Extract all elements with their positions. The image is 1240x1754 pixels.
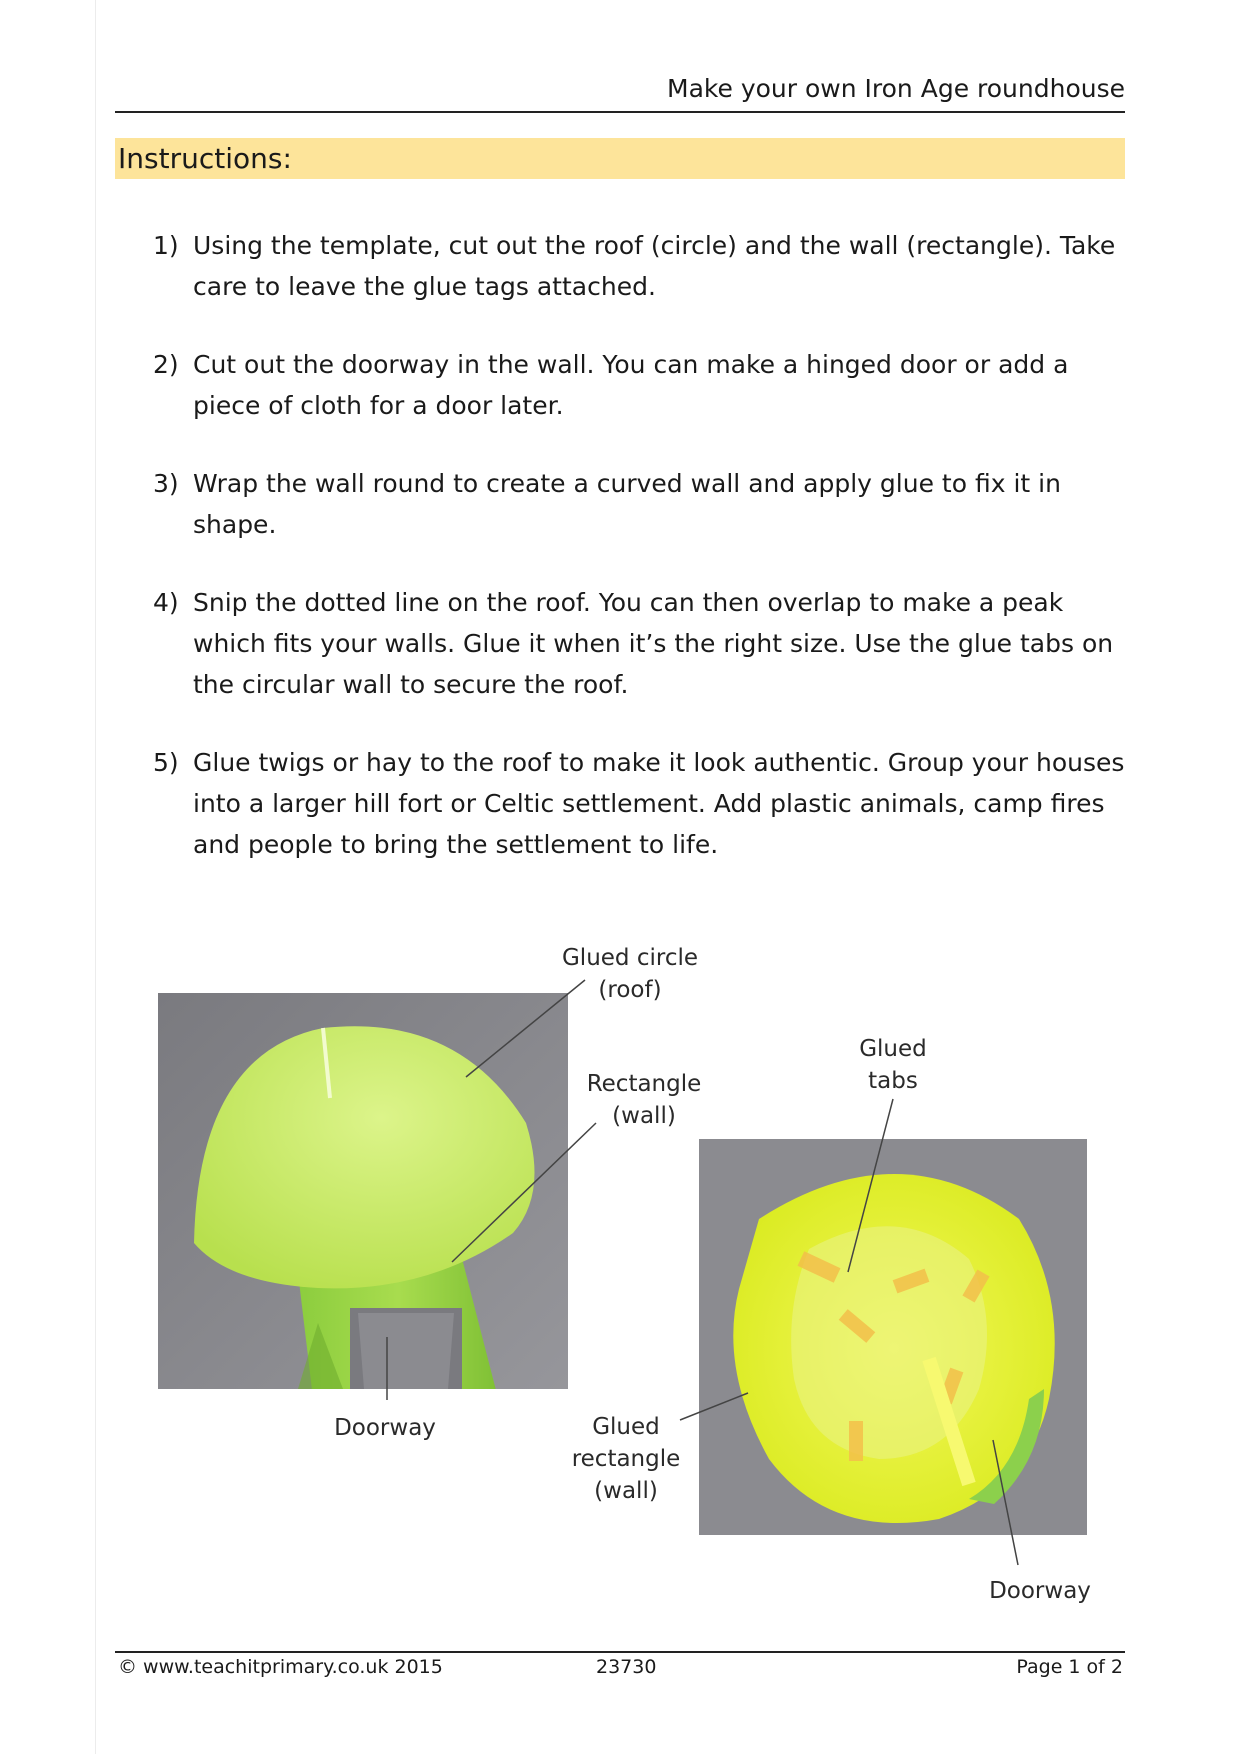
- label-glued-rectangle: Glued rectangle (wall): [571, 1414, 681, 1504]
- instruction-step-2: [153, 344, 1133, 426]
- step-number: 1): [153, 231, 179, 260]
- step-number: 5): [153, 748, 179, 777]
- footer-code: 23730: [596, 1656, 657, 1678]
- roundhouse-side-photo: [158, 993, 568, 1389]
- instruction-step-5: [153, 742, 1133, 865]
- label-doorway-right: Doorway: [989, 1578, 1091, 1604]
- step-text: Snip the dotted line on the roof. You can then overlap to make a peak which fits your walls. Glue it when it’s the right size. Use the glue tabs on the circular wall to secure the roof.: [193, 588, 1114, 699]
- footer-page-number: Page 1 of 2: [1016, 1656, 1123, 1678]
- instruction-step-1: [153, 225, 1133, 307]
- label-doorway-left: Doorway: [334, 1415, 436, 1441]
- step-number: 3): [153, 469, 179, 498]
- label-glued-circle: Glued circle (roof): [561, 945, 699, 1003]
- label-glued-tabs: Glued tabs: [859, 1036, 927, 1094]
- instruction-step-4: [153, 582, 1133, 705]
- step-number: 4): [153, 588, 179, 617]
- roundhouse-top-photo: [699, 1139, 1087, 1535]
- document-title: Make your own Iron Age roundhouse: [667, 74, 1125, 103]
- page-edge: [95, 0, 96, 1754]
- step-number: 2): [153, 350, 179, 379]
- instruction-step-3: [153, 463, 1133, 545]
- header-divider: [115, 111, 1125, 113]
- instruction-list: [153, 225, 1133, 902]
- footer-copyright: © www.teachitprimary.co.uk 2015: [118, 1656, 443, 1678]
- instructions-heading: Instructions:: [115, 138, 1125, 179]
- step-text: Glue twigs or hay to the roof to make it look authentic. Group your houses into a larger hill fort or Celtic settlement. Add plastic animals, camp fires and people to bring the settlement to life.: [193, 748, 1125, 859]
- footer-divider: [115, 1651, 1125, 1653]
- step-text: Using the template, cut out the roof (circle) and the wall (rectangle). Take care to leave the glue tags attached.: [193, 231, 1116, 301]
- step-text: Wrap the wall round to create a curved wall and apply glue to fix it in shape.: [193, 469, 1061, 539]
- label-rectangle-wall: Rectangle (wall): [586, 1071, 702, 1129]
- step-text: Cut out the doorway in the wall. You can make a hinged door or add a piece of cloth for a door later.: [193, 350, 1069, 420]
